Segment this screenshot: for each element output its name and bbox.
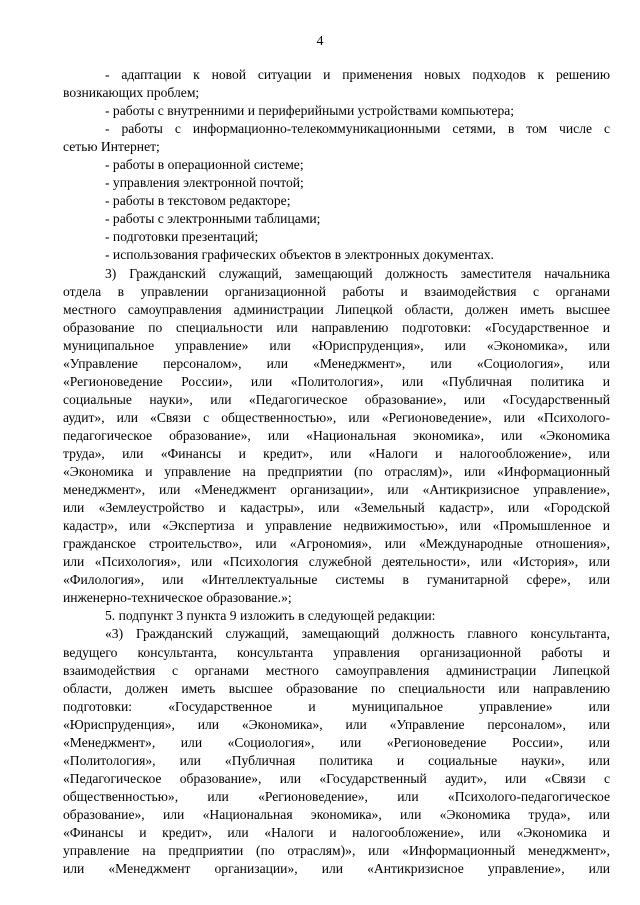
- text-line: отдела в управлении организационной работы и взаимодействия с органами: [63, 283, 610, 299]
- text-line: подготовки: «Государственное и муниципальное управление» или: [63, 698, 610, 714]
- text-line: образование по специальности или направлению подготовки: «Государственное и: [63, 319, 610, 335]
- text-line: «Финансы и кредит», или «Налоги и налогообложение», или «Экономика и: [63, 824, 610, 840]
- text-line: - работы с информационно-телекоммуникационными сетями, в том числе с: [105, 121, 610, 137]
- text-line: взаимодействия с органами местного самоуправления администрации Липецкой: [63, 662, 610, 678]
- text-line: социальные науки», или «Педагогическое образование», или «Государственный: [63, 391, 610, 407]
- text-line: - работы в текстовом редакторе;: [105, 193, 291, 209]
- text-line: местного самоуправления администрации Липецкой области, должен иметь высшее: [63, 301, 610, 317]
- text-line: возникающих проблем;: [63, 85, 200, 101]
- text-line: «Менеджмент», или «Социология», или «Регионоведение России», или: [63, 734, 610, 750]
- text-line: гражданское строительство», или «Агрономия», или «Международные отношения»,: [63, 536, 610, 552]
- text-line: - управления электронной почтой;: [105, 175, 304, 191]
- text-line: «Педагогическое образование», или «Государственный аудит», или «Связи с: [63, 770, 610, 786]
- text-line: - работы с электронными таблицами;: [105, 211, 321, 227]
- text-line: образование», или «Национальная экономика», или «Экономика труда», или: [63, 806, 610, 822]
- text-line: «3) Гражданский служащий, замещающий должность главного консультанта,: [105, 626, 610, 642]
- text-line: аудит», или «Связи с общественностью», или «Регионоведение», или «Психолого-: [63, 409, 610, 425]
- text-line: «Регионоведение России», или «Политология», или «Публичная политика и: [63, 373, 610, 389]
- text-line: управление на предприятии (по отраслям)», или «Информационный менеджмент»,: [63, 843, 610, 859]
- text-line: области, должен иметь высшее образование по специальности или направлению: [63, 680, 610, 696]
- document-body: [63, 66, 610, 878]
- text-line: менеджмент», или «Менеджмент организации», или «Антикризисное управление»,: [63, 482, 610, 498]
- text-line: «Управление персоналом», или «Менеджмент», или «Социология», или: [63, 355, 610, 371]
- text-line: - подготовки презентаций;: [105, 229, 259, 245]
- text-line: «Политология», или «Публичная политика и социальные науки», или: [63, 752, 610, 768]
- text-line: 3) Гражданский служащий, замещающий должность заместителя начальника: [105, 265, 610, 281]
- text-line: 5. подпункт 3 пункта 9 изложить в следующей редакции:: [105, 608, 436, 624]
- text-line: кадастр», или «Экспертиза и управление недвижимостью», или «Промышленное и: [63, 518, 610, 534]
- text-line: «Юриспруденция», или «Экономика», или «Управление персоналом», или: [63, 716, 610, 732]
- text-line: - использования графических объектов в электронных документах.: [105, 247, 494, 263]
- text-line: ведущего консультанта, консультанта управления организационной работы и: [63, 644, 610, 660]
- text-line: муниципальное управление» или «Юриспруденция», или «Экономика», или: [63, 337, 610, 353]
- text-line: или «Менеджмент организации», или «Антикризисное управление», или: [63, 861, 610, 877]
- text-line: или «Землеустройство и кадастры», или «Земельный кадастр», или «Городской: [63, 500, 610, 516]
- text-line: «Экономика и управление на предприятии (по отраслям)», или «Информационный: [63, 464, 610, 480]
- text-line: общественностью», или «Регионоведение», или «Психолого-педагогическое: [63, 788, 610, 804]
- text-line: - работы с внутренними и периферийными устройствами компьютера;: [105, 103, 515, 119]
- text-line: труда», или «Финансы и кредит», или «Налоги и налогообложение», или: [63, 445, 610, 461]
- text-line: сетью Интернет;: [63, 139, 160, 155]
- text-line: педагогическое образование», или «Национальная экономика», или «Экономика: [63, 427, 610, 443]
- text-line: или «Психология», или «Психология служебной деятельности», или «История», или: [63, 554, 610, 570]
- text-line: «Филология», или «Интеллектуальные системы в гуманитарной сфере», или: [63, 572, 610, 588]
- page-number: 4: [316, 34, 324, 49]
- text-line: - адаптации к новой ситуации и применения новых подходов к решению: [105, 67, 610, 82]
- text-line: - работы в операционной системе;: [105, 157, 304, 173]
- text-line: инженерно-техническое образование.»;: [63, 590, 292, 606]
